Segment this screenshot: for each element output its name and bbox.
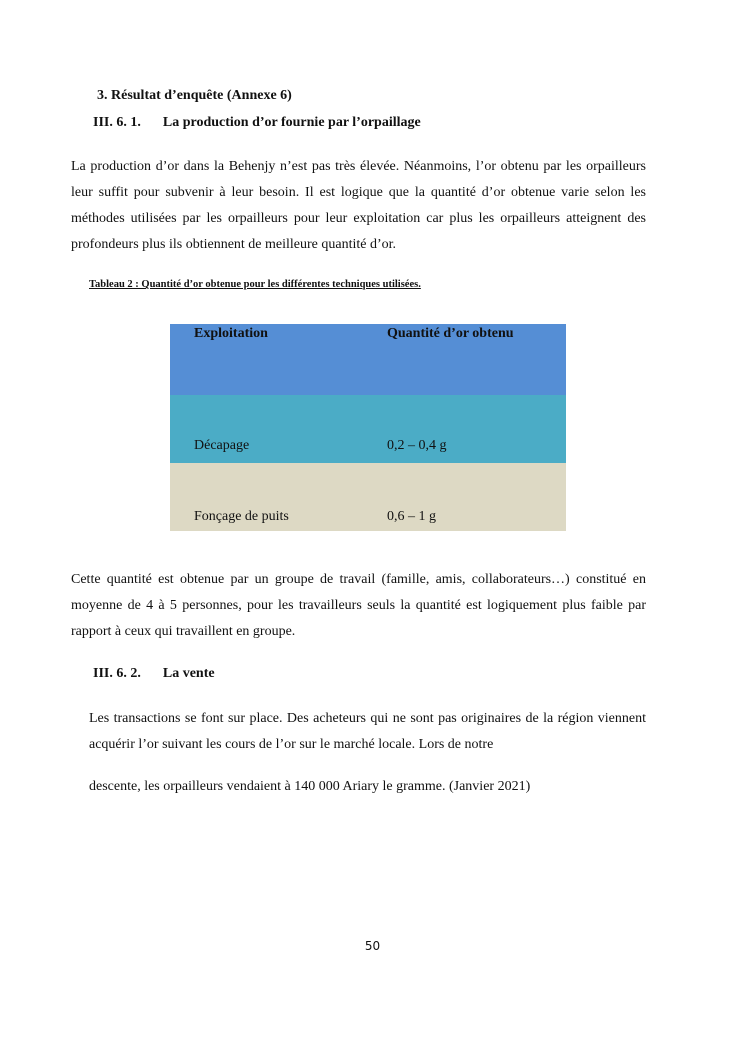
table-header-cell: Quantité d’or obtenu bbox=[387, 326, 514, 341]
page-number: 50 bbox=[364, 939, 381, 953]
subsection-heading-sale bbox=[93, 666, 215, 682]
gold-quantity-table bbox=[170, 324, 566, 531]
subsection-number: III. 6. 2. bbox=[93, 666, 141, 681]
table-row bbox=[170, 395, 566, 463]
table-cell: Décapage bbox=[194, 438, 250, 453]
table-row bbox=[170, 463, 566, 531]
subsection-number: III. 6. 1. bbox=[93, 115, 141, 130]
table-header-cell: Exploitation bbox=[194, 326, 268, 341]
table-caption: Tableau 2 : Quantité d’or obtenue pour les différentes techniques utilisées. bbox=[89, 279, 421, 290]
subsection-title: La vente bbox=[162, 666, 215, 681]
table-cell: Fonçage de puits bbox=[194, 509, 289, 524]
table-cell: 0,2 – 0,4 g bbox=[387, 438, 447, 453]
table-header-row bbox=[170, 324, 566, 395]
paragraph-production: La production d’or dans la Behenjy n’est pas très élevée. Néanmoins, l’or obtenu par les orpailleurs leur suffit pour subvenir à leur besoin. Il est logique que la quantité d’or obtenue varie selon les méthodes utilisées par les orpailleurs pour leur exploitation car plus les orpailleurs atteignent des profondeurs plus ils obtiennent de meilleure quantité d’or. bbox=[71, 159, 646, 252]
paragraph-price: descente, les orpailleurs vendaient à 140 000 Ariary le gramme. (Janvier 2021) bbox=[89, 779, 531, 794]
section-heading-result: 3. Résultat d’enquête (Annexe 6) bbox=[97, 88, 292, 103]
subsection-title: La production d’or fournie par l’orpaillage bbox=[162, 115, 421, 130]
paragraph-transactions: Les transactions se font sur place. Des acheteurs qui ne sont pas originaires de la région viennent acquérir l’or suivant les cours de l’or sur le marché locale. Lors de notre bbox=[89, 711, 646, 752]
subsection-heading-production bbox=[93, 115, 421, 131]
paragraph-group-work: Cette quantité est obtenue par un groupe de travail (famille, amis, collaborateurs…) constitué en moyenne de 4 à 5 personnes, pour les travailleurs seuls la quantité est logiquement plus faible par rapport à ceux qui travaillent en groupe. bbox=[71, 572, 646, 639]
table-cell: 0,6 – 1 g bbox=[387, 509, 436, 524]
